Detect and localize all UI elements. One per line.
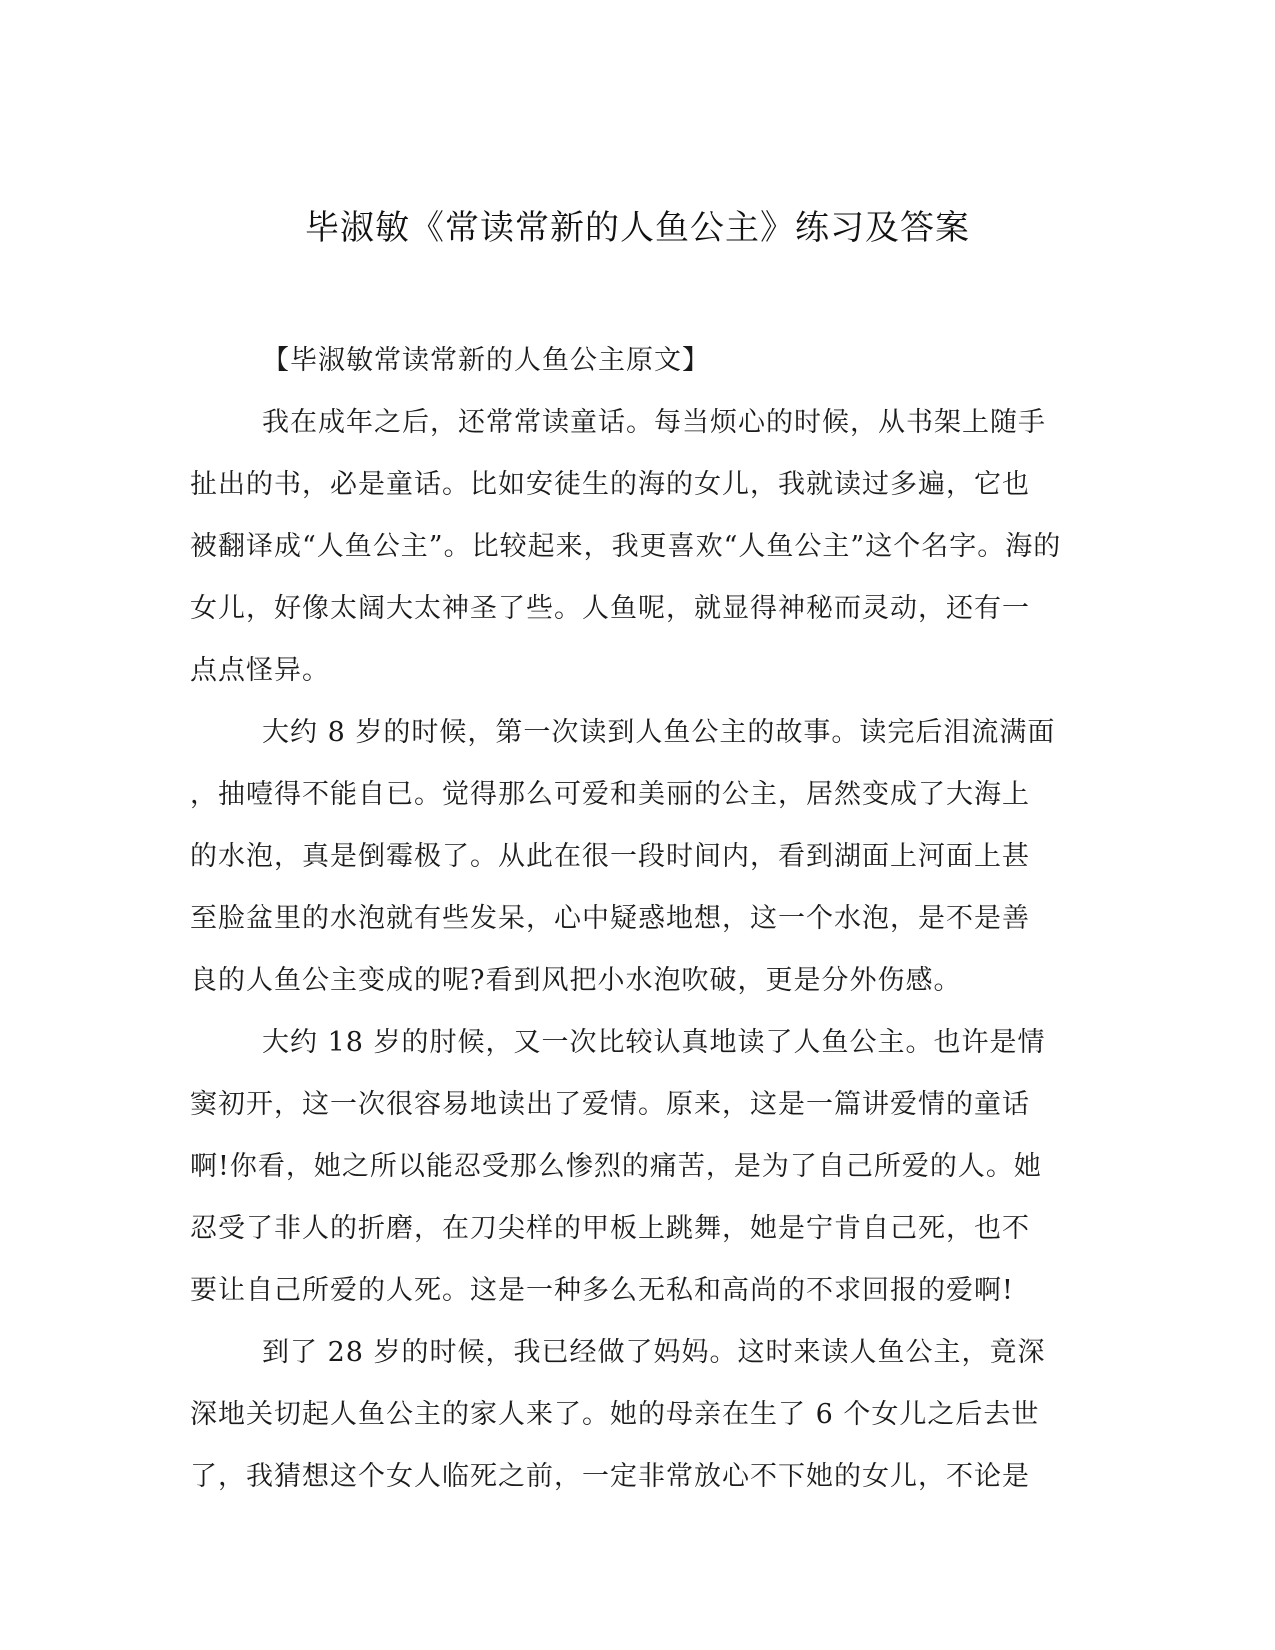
paragraph-line: 被翻译成“人鱼公主”。比较起来，我更喜欢“人鱼公主”这个名字。海的	[190, 531, 1062, 562]
document-title: 毕淑敏《常读常新的人鱼公主》练习及答案	[305, 208, 970, 248]
paragraph-line: 啊!你看，她之所以能忍受那么惨烈的痛苦，是为了自己所爱的人。她	[190, 1151, 1042, 1182]
paragraph-line: 点点怪异。	[190, 655, 330, 686]
paragraph-line: 良的人鱼公主变成的呢?看到风把小水泡吹破，更是分外伤感。	[190, 965, 962, 996]
document-body	[190, 330, 1090, 1508]
paragraph-line: 窦初开，这一次很容易地读出了爱情。原来，这是一篇讲爱情的童话	[190, 1089, 1030, 1120]
paragraph-line: 大约 8 岁的时候，第一次读到人鱼公主的故事。读完后泪流满面	[262, 717, 1056, 748]
paragraph-line: 扯出的书，必是童话。比如安徒生的海的女儿，我就读过多遍，它也	[190, 469, 1030, 500]
paragraph-line: 深地关切起人鱼公主的家人来了。她的母亲在生了 6 个女儿之后去世	[190, 1399, 1040, 1430]
paragraph-line: ，抽噎得不能自已。觉得那么可爱和美丽的公主，居然变成了大海上	[190, 779, 1030, 810]
section-heading: 【毕淑敏常读常新的人鱼公主原文】	[262, 345, 710, 376]
paragraph-line: 女儿，好像太阔大太神圣了些。人鱼呢，就显得神秘而灵动，还有一	[190, 593, 1030, 624]
paragraph-line: 的水泡，真是倒霉极了。从此在很一段时间内，看到湖面上河面上甚	[190, 841, 1030, 872]
paragraph-line: 至脸盆里的水泡就有些发呆，心中疑惑地想，这一个水泡，是不是善	[190, 903, 1030, 934]
paragraph-line: 了，我猜想这个女人临死之前，一定非常放心不下她的女儿，不论是	[190, 1461, 1030, 1492]
paragraph-line: 忍受了非人的折磨，在刀尖样的甲板上跳舞，她是宁肯自己死，也不	[190, 1213, 1030, 1244]
paragraph-line: 我在成年之后，还常常读童话。每当烦心的时候，从书架上随手	[262, 407, 1046, 438]
paragraph-line: 到了 28 岁的时候，我已经做了妈妈。这时来读人鱼公主，竟深	[262, 1337, 1046, 1368]
paragraph-line: 要让自己所爱的人死。这是一种多么无私和高尚的不求回报的爱啊!	[190, 1275, 1014, 1306]
paragraph-line: 大约 18 岁的肘候，又一次比较认真地读了人鱼公主。也许是情	[262, 1027, 1046, 1058]
